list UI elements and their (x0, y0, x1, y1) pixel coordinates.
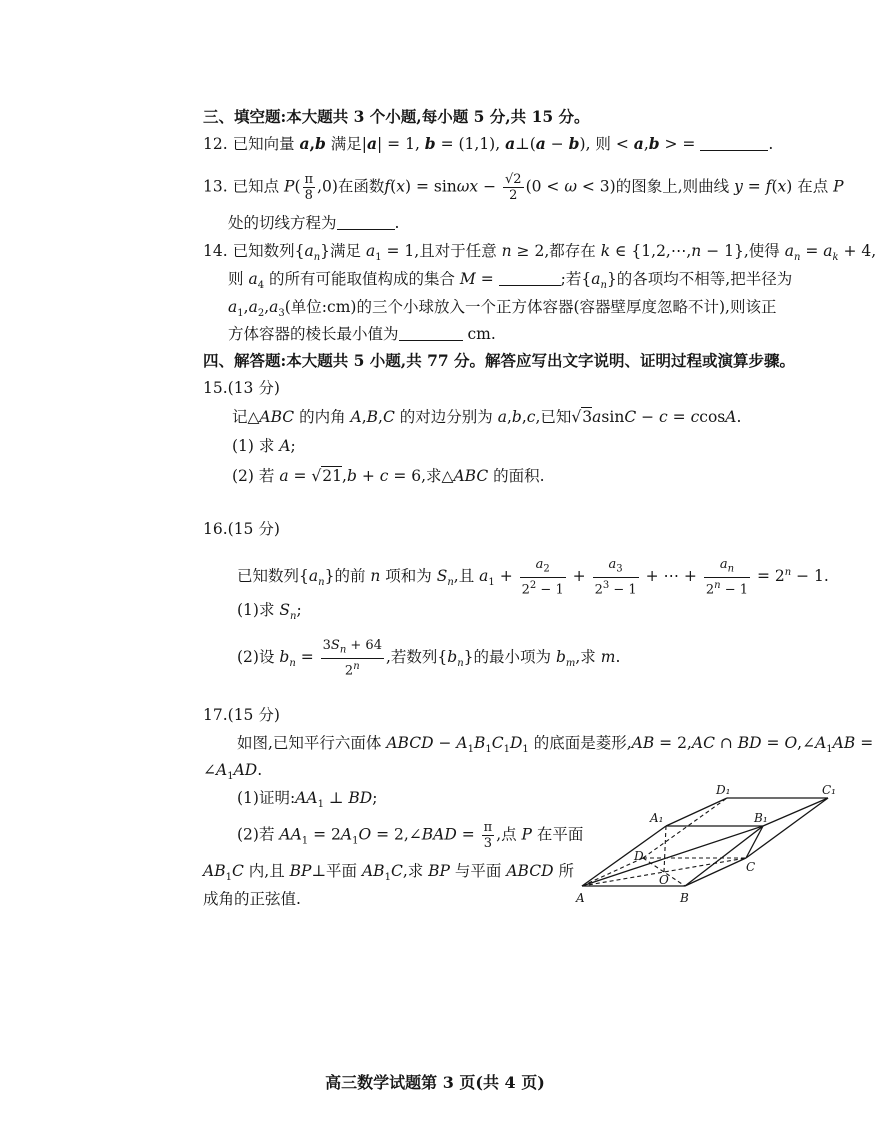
question-16-label: 16.(15 分) (203, 520, 280, 538)
label-O: O (659, 873, 669, 887)
question-13: 13. 已知点 P( $\frac{\pi}{8}$ ,0)在函数f(x) = sinωx − $\frac{√2}{2}$ (0 < ω < 3)的图象上,则曲线 y = f(x) 在点 P (203, 172, 844, 203)
question-17-stem-line2: $\angle A_1AD$. (203, 761, 263, 783)
question-12: 12. 已知向量 a,b 满足|a| = 1, b = (1,1), a⊥(a − b), 则 < a,b > = . (203, 134, 774, 153)
question-17-part2-line3: 成角的正弦值. (203, 890, 301, 908)
question-14-line2: 则 $a_4$ 的所有可能取值构成的集合 M = ;若$\{a_n\}$的各项均不相等,把半径为 (228, 270, 793, 292)
question-16-part2: (2)设 $b_n$ = $\frac{3S_n + 64}{2^n}$ ,若数列$\{b_n\}$的最小项为 $b_m$,求 m. (237, 638, 621, 678)
question-15-stem: 记△ABC 的内角 A,B,C 的对边分别为 a,b,c,已知√3asinC − c = ccosA. (232, 408, 742, 426)
parallelepiped-figure (570, 778, 850, 908)
question-17-part1: (1)证明$:AA_1$ ⊥ BD; (237, 789, 378, 811)
question-14-line3: $a_1,a_2,a_3$(单位:cm)的三个小球放入一个正方体容器(容器壁厚度忽略不计),则该正 (228, 298, 777, 320)
label-B1: B₁ (754, 811, 768, 825)
question-15-part1: (1) 求 A; (232, 437, 296, 455)
question-17-stem: 如图,已知平行六面体 ABCD − $A_1B_1C_1D_1$ 的底面是菱形,AB = 2,AC ∩ BD = $O,\angle A_1AB$ = (237, 734, 874, 756)
question-13-line2: 处的切线方程为 . (228, 214, 400, 232)
label-C: C (746, 860, 756, 874)
label-D: D (634, 849, 644, 863)
label-A: A (576, 891, 585, 905)
label-C1: C₁ (822, 783, 836, 797)
label-A1: A₁ (650, 811, 664, 825)
answer-blank (399, 324, 463, 341)
question-17-label: 17.(15 分) (203, 706, 280, 724)
answer-blank (700, 134, 768, 151)
question-17-part2-line2: $AB_1C$ 内,且 BP⊥平面 $AB_1C$,求 BP 与平面 ABCD 所 (203, 862, 574, 884)
answer-blank (499, 269, 561, 286)
question-14-line4: 方体容器的棱长最小值为 cm. (228, 325, 496, 343)
question-16-stem: 已知数列$\{a_n\}$的前 n 项和为 $S_n$,且 $a_1$ + $\frac{a_2}{2^2 - 1}$ + $\frac{a_3}{2^3 - 1}$ + ⋯ + $\frac{a_n}{2^n - 1}$ = $2^n - 1$. (237, 557, 829, 597)
section4-header: 四、解答题:本大题共 5 小题,共 77 分。解答应写出文字说明、证明过程或演算步骤。 (203, 351, 796, 370)
label-B: B (680, 891, 689, 905)
label-D1: D₁ (716, 783, 731, 797)
answer-blank (337, 213, 395, 230)
question-15-part2: (2) 若 a = √21,b + c = 6,求△ABC 的面积. (232, 467, 545, 485)
section3-header: 三、填空题:本大题共 3 个小题,每小题 5 分,共 15 分。 (203, 107, 590, 126)
question-14: 14. 已知数列$\{a_n\}$满足 $a_1 = 1$,且对于任意 n ≥ 2,都存在 k ∈ {1,2,⋯,n − 1},使得 $a_n = a_k + 4$, (203, 242, 876, 264)
question-15-label: 15.(13 分) (203, 379, 280, 397)
question-17-part2: (2)若 $AA_1 = 2A_1O$ = 2,∠BAD = $\frac{\pi}{3}$ ,点 P 在平面 (237, 820, 584, 851)
page-footer: 高三数学试题第 3 页(共 4 页) (325, 1073, 545, 1092)
question-16-part1: (1)求 $S_n$; (237, 601, 302, 623)
